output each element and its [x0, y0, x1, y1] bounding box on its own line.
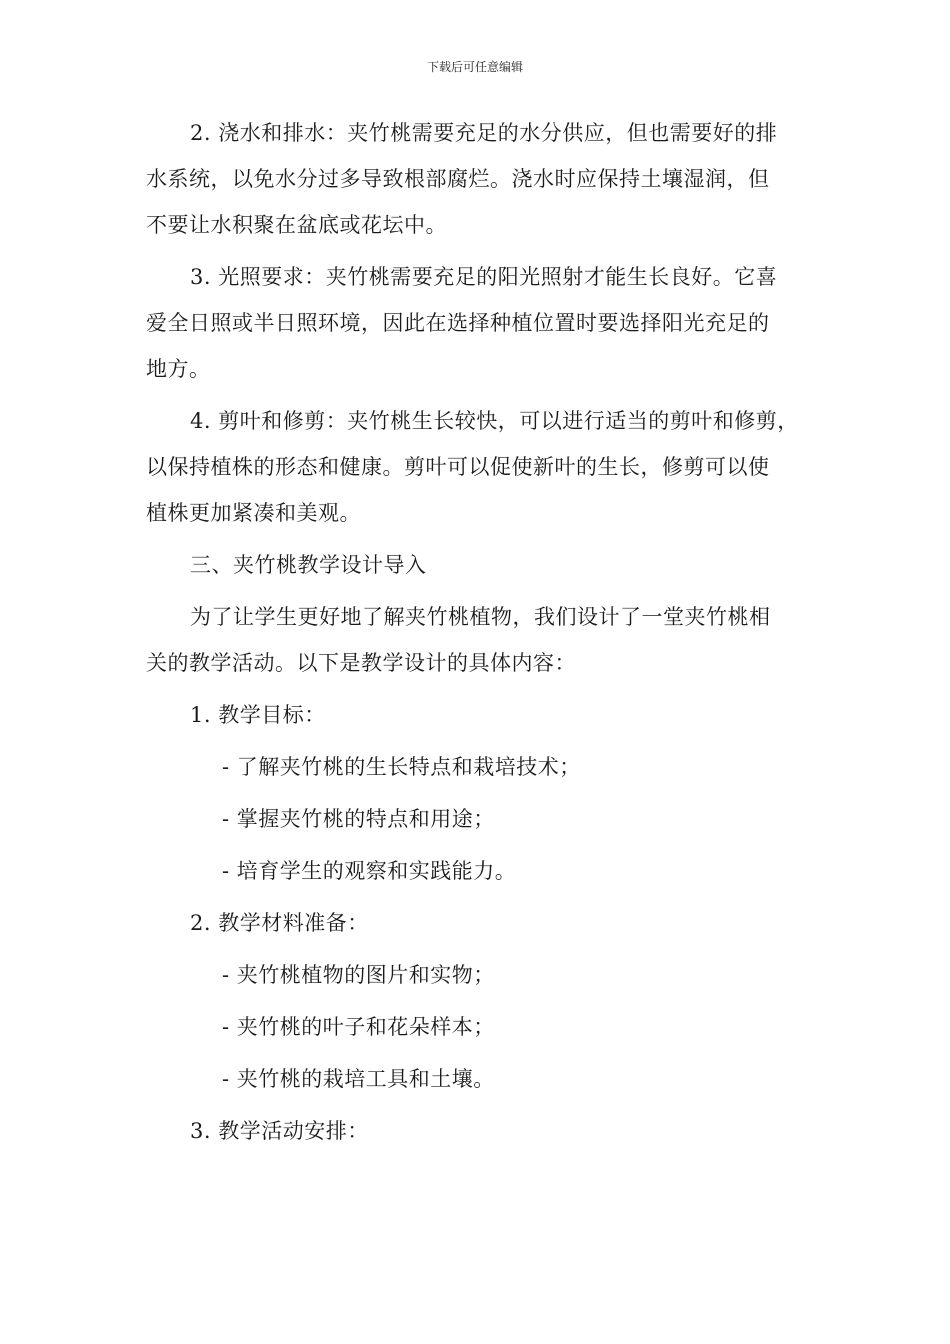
- paragraph-line: 以保持植株的形态和健康。剪叶可以促使新叶的生长，修剪可以使: [146, 455, 770, 479]
- page-header: 下载后可任意编辑: [426, 60, 523, 74]
- paragraph-line: 地方。: [146, 357, 211, 381]
- paragraph-line: 不要让水积聚在盆底或花坛中。: [146, 213, 447, 237]
- document-body: [146, 110, 826, 1160]
- list-item-activities: 3. 教学活动安排：: [190, 1119, 369, 1143]
- paragraph-line: 植株更加紧凑和美观。: [146, 501, 361, 525]
- section-heading: 三、夹竹桃教学设计导入: [190, 553, 427, 577]
- sub-list-item: - 了解夹竹桃的生长特点和栽培技术；: [222, 755, 581, 779]
- paragraph-intro: [146, 594, 826, 686]
- sub-list-item: - 夹竹桃的叶子和花朵样本；: [222, 1015, 495, 1039]
- paragraph-line: 3. 光照要求：夹竹桃需要充足的阳光照射才能生长良好。它喜: [190, 265, 778, 289]
- paragraph-line: 爱全日照或半日照环境，因此在选择种植位置时要选择阳光充足的: [146, 311, 770, 335]
- paragraph-line: 水系统，以免水分过多导致根部腐烂。浇水时应保持土壤湿润，但: [146, 167, 770, 191]
- sub-list-item: - 夹竹桃的栽培工具和土壤。: [222, 1067, 495, 1091]
- paragraph-line: 关的教学活动。以下是教学设计的具体内容：: [146, 651, 576, 675]
- sub-list-item: - 掌握夹竹桃的特点和用途；: [222, 807, 495, 831]
- sub-list-item: - 夹竹桃植物的图片和实物；: [222, 963, 495, 987]
- paragraph-line: 为了让学生更好地了解夹竹桃植物，我们设计了一堂夹竹桃相: [190, 605, 771, 629]
- list-item-materials: 2. 教学材料准备：: [190, 911, 369, 935]
- list-item-goals: 1. 教学目标：: [190, 703, 326, 727]
- paragraph-line: 4. 剪叶和修剪：夹竹桃生长较快，可以进行适当的剪叶和修剪，: [190, 409, 799, 433]
- sub-list-item: - 培育学生的观察和实践能力。: [222, 859, 517, 883]
- paragraph-watering: [146, 110, 826, 248]
- paragraph-light: [146, 254, 826, 392]
- paragraph-line: 2. 浇水和排水：夹竹桃需要充足的水分供应，但也需要好的排: [190, 121, 778, 145]
- paragraph-pruning: [146, 398, 826, 536]
